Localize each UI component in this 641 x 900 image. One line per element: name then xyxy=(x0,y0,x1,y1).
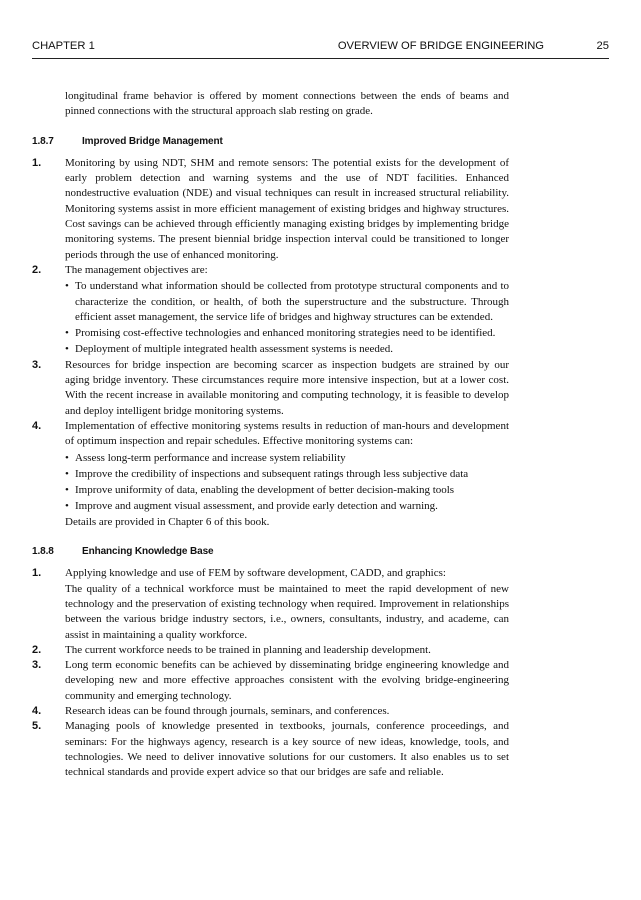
item-text: Applying knowledge and use of FEM by software development, CADD, and graphics: xyxy=(65,567,446,580)
item-text: The current workforce needs to be trained in planning and leadership development. xyxy=(65,643,431,656)
item-number: 4. xyxy=(32,704,42,717)
list-item xyxy=(32,719,509,780)
header-chapter: CHAPTER 1 xyxy=(32,40,95,52)
section-title: Improved Bridge Management xyxy=(82,135,223,147)
list-item xyxy=(32,566,509,581)
header-title: OVERVIEW OF BRIDGE ENGINEERING xyxy=(337,40,544,52)
bullet-text: Improve and augment visual assessment, and provide early detection and warning. xyxy=(75,500,438,513)
item-number: 1. xyxy=(32,156,42,169)
item-number: 5. xyxy=(32,720,42,733)
list-item xyxy=(32,419,509,450)
list-item xyxy=(32,358,509,419)
intro-paragraph: longitudinal frame behavior is offered by moment connections between the ends of beams and pinned connections with the structural approach slab resting on grade. xyxy=(65,90,509,118)
item-number: 3. xyxy=(32,659,42,672)
item-text: Implementation of effective monitoring systems results in reduction of man-hours and development of optimum inspection and repair schedules. Effective monitoring systems can: xyxy=(65,419,509,448)
bullet-text: Assess long-term performance and increase system reliability xyxy=(75,451,346,464)
section-heading-1-8-7 xyxy=(32,134,509,149)
bullet-item: • Improve and augment visual assessment, and provide early detection and warning. xyxy=(65,499,509,514)
list-item xyxy=(32,704,509,719)
item-text: Resources for bridge inspection are becoming scarcer as inspection budgets are strained by our aging bridge inventory. These circumstances require more intensive inspection, but at a lower cost. With the recent increase in available monitoring and computing technology, it is feasible to develop and deploy intelligent bridge monitoring systems. xyxy=(65,358,509,417)
bullet-item: • To understand what information should be collected from prototype structural components and to characterize the condition, or health, of both the superstructure and the substructure. Through efficient asset management, the service life of bridges and highway structures can be extended. xyxy=(65,279,509,325)
item-text: The management objectives are: xyxy=(65,263,208,276)
item-tail-text: Details are provided in Chapter 6 of this book. xyxy=(65,515,270,528)
item-number: 2. xyxy=(32,263,42,276)
bullet-item: • Assess long-term performance and increase system reliability xyxy=(65,451,509,466)
bullet-text: Improve uniformity of data, enabling the development of better decision-making tools xyxy=(75,484,455,497)
section-heading-1-8-8 xyxy=(32,544,509,559)
page-number: 25 xyxy=(596,40,609,52)
bullet-text: Improve the credibility of inspections and subsequent ratings through less subjective data xyxy=(75,467,469,480)
bullet-item: • Deployment of multiple integrated health assessment systems is needed. xyxy=(65,342,509,357)
list-item xyxy=(32,643,509,658)
list-item xyxy=(32,658,509,704)
bullet-text: Promising cost-effective technologies and enhanced monitoring strategies need to be identified. xyxy=(75,327,496,340)
item-text: Long term economic benefits can be achieved by disseminating bridge engineering knowledge and developing new and more effective approaches consistent with the evolving bridge-engineering community and emerging technology. xyxy=(65,659,509,702)
bullet-text: Deployment of multiple integrated health assessment systems is needed. xyxy=(75,343,394,356)
body-text xyxy=(32,89,509,780)
item-number: 4. xyxy=(32,419,42,432)
bullet-item: • Improve uniformity of data, enabling the development of better decision-making tools xyxy=(65,483,509,498)
item-text: Monitoring by using NDT, SHM and remote sensors: The potential exists for the development of early problem detection and warning systems and the use of NDT facilities. Enhanced nondestructive evaluation (NDE) and visual techniques can result in increased structural reliability. Monitoring systems assist in more efficient management of existing bridges and highway structures. Cost savings can be achieved through efficiently managing existing bridges by implementing bridge monitoring systems. The present biennial bridge inspection interval could be transitioned to longer periods through the use of enhanced monitoring. xyxy=(65,156,509,261)
item-text: Research ideas can be found through journals, seminars, and conferences. xyxy=(65,704,390,717)
header-rule xyxy=(32,58,609,59)
running-header xyxy=(32,40,609,56)
bullet-text: To understand what information should be collected from prototype structural components and to characterize the condition, or health, of both the superstructure and the substructure. Through efficient asset management, the service life of bridges and highway structures can be extended. xyxy=(75,280,509,323)
item-number: 1. xyxy=(32,567,42,580)
section-number: 1.8.8 xyxy=(32,546,54,558)
item-tail-text: The quality of a technical workforce must be maintained to meet the rapid development of new technology and the preservation of existing technology when required. Improvement in relationships between the various bridge industry sectors, i.e., owners, consultants, industry, and academe, can assist in maintaining a quality workforce. xyxy=(65,582,509,641)
bullet-item: • Promising cost-effective technologies and enhanced monitoring strategies need to be identified. xyxy=(65,326,509,341)
section-number: 1.8.7 xyxy=(32,135,54,147)
item-text: Managing pools of knowledge presented in textbooks, journals, conference proceedings, and seminars: For the highways agency, research is a key source of new ideas, knowledge, tools, and technologies. We need to deliver innovative solutions for our customers. It also enables us to set technical standards and provide expert advice so that our bridges are safe and reliable. xyxy=(65,720,509,779)
list-item xyxy=(32,156,509,263)
item-number: 2. xyxy=(32,643,42,656)
item-number: 3. xyxy=(32,358,42,371)
bullet-item: • Improve the credibility of inspections and subsequent ratings through less subjective data xyxy=(65,467,509,482)
list-item xyxy=(32,263,509,278)
section-title: Enhancing Knowledge Base xyxy=(82,546,214,558)
